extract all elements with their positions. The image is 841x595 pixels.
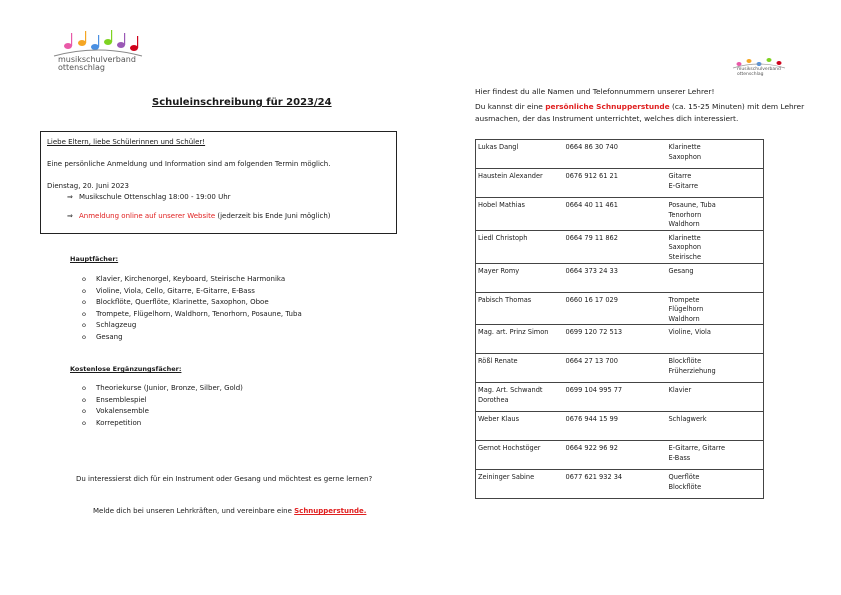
logo-small-line2: ottenschlag <box>737 72 764 77</box>
online-registration-note: (jederzeit bis Ende Juni möglich) <box>215 212 331 220</box>
free-subjects-list <box>82 383 243 429</box>
teacher-phone: 0664 79 11 862 <box>564 230 667 263</box>
teacher-phone: 0664 86 30 740 <box>564 140 667 169</box>
info-box <box>40 131 397 234</box>
event-location: Musikschule Ottenschlag 18:00 - 19:00 Uhr <box>79 193 231 201</box>
list-item: o Violine, Viola, Cello, Gitarre, E-Gitarre, E-Bass <box>82 286 302 298</box>
teacher-name: Mag. art. Prinz Simon <box>476 325 564 354</box>
table-row <box>476 441 764 470</box>
table-row <box>476 354 764 383</box>
table-row <box>476 198 764 231</box>
arrow-icon: ⇒ <box>67 193 73 201</box>
teacher-instruments: Posaune, Tuba Tenorhorn Waldhorn <box>667 198 764 231</box>
right-intro-line3: ausmachen, der das Instrument unterrichtet, welches dich interessiert. <box>475 114 739 123</box>
list-item: o Schlagzeug <box>82 320 302 332</box>
logo-line2: ottenschlag <box>58 63 105 72</box>
arrow-icon: ⇒ <box>67 212 73 220</box>
teacher-name: Haustein Alexander <box>476 169 564 198</box>
cta-highlight: Schnupperstunde. <box>294 507 367 515</box>
teacher-name: Weber Klaus <box>476 412 564 441</box>
teacher-phone: 0664 27 13 700 <box>564 354 667 383</box>
list-item: o Blockflöte, Querflöte, Klarinette, Saxophon, Oboe <box>82 297 302 309</box>
cta-text <box>93 507 366 515</box>
table-row <box>476 325 764 354</box>
teacher-instruments: E-Gitarre, Gitarre E-Bass <box>667 441 764 470</box>
main-subjects-heading: Hauptfächer: <box>70 255 119 263</box>
table-row <box>476 230 764 263</box>
cta-body: Melde dich bei unseren Lehrkräften, und vereinbare eine <box>93 507 295 515</box>
teacher-instruments: Gesang <box>667 263 764 292</box>
list-item: o Ensemblespiel <box>82 395 243 407</box>
table-row <box>476 383 764 412</box>
free-subjects-heading: Kostenlose Ergänzungsfächer: <box>70 365 182 373</box>
list-item: o Trompete, Flügelhorn, Waldhorn, Tenorhorn, Posaune, Tuba <box>82 309 302 321</box>
teacher-phone: 0676 912 61 21 <box>564 169 667 198</box>
table-row <box>476 470 764 499</box>
teacher-name: Liedl Christoph <box>476 230 564 263</box>
teacher-name: Gernot Hochstöger <box>476 441 564 470</box>
teacher-name: Lukas Dangl <box>476 140 564 169</box>
teacher-phone: 0699 120 72 513 <box>564 325 667 354</box>
teacher-instruments: Gitarre E-Gitarre <box>667 169 764 198</box>
teacher-instruments: Violine, Viola <box>667 325 764 354</box>
teacher-instruments: Blockflöte Früherziehung <box>667 354 764 383</box>
logo-small <box>725 52 793 82</box>
online-registration-link[interactable]: Anmeldung online auf unserer Website <box>79 212 216 220</box>
table-row <box>476 412 764 441</box>
right-intro-line2-post: (ca. 15-25 Minuten) mit dem Lehrer <box>669 102 805 111</box>
table-row <box>476 140 764 169</box>
logo-small-text <box>737 67 781 77</box>
list-item: o Klavier, Kirchenorgel, Keyboard, Steirische Harmonika <box>82 274 302 286</box>
logo-text <box>58 56 136 72</box>
teacher-instruments: Trompete Flügelhorn Waldhorn <box>667 292 764 325</box>
teacher-phone: 0660 16 17 029 <box>564 292 667 325</box>
table-row <box>476 263 764 292</box>
greeting: Liebe Eltern, liebe Schülerinnen und Schüler! <box>47 138 206 146</box>
teacher-name: Rößl Renate <box>476 354 564 383</box>
teacher-instruments: Klarinette Saxophon Steirische <box>667 230 764 263</box>
logo-line1: musikschulverband <box>58 55 136 64</box>
list-item: o Korrepetition <box>82 418 243 430</box>
teacher-name: Mag. Art. Schwandt Dorothea <box>476 383 564 412</box>
teacher-name: Zeininger Sabine <box>476 470 564 499</box>
event-date: Dienstag, 20. Juni 2023 <box>47 182 129 190</box>
page-title: Schuleinschreibung für 2023/24 <box>152 97 332 108</box>
teacher-name: Pabisch Thomas <box>476 292 564 325</box>
right-intro-line1: Hier findest du alle Namen und Telefonnummern unserer Lehrer! <box>475 87 715 96</box>
online-registration <box>79 212 331 220</box>
list-item: o Theoriekurse (Junior, Bronze, Silber, Gold) <box>82 383 243 395</box>
teacher-phone: 0664 373 24 33 <box>564 263 667 292</box>
logo-musikschulverband <box>38 30 158 80</box>
teacher-instruments: Schlagwerk <box>667 412 764 441</box>
right-intro-line2-pre: Du kannst dir eine <box>475 102 546 111</box>
intro-text: Eine persönliche Anmeldung und Information sind am folgenden Termin möglich. <box>47 160 331 168</box>
list-item: o Gesang <box>82 332 302 344</box>
table-row <box>476 169 764 198</box>
teacher-phone: 0664 922 96 92 <box>564 441 667 470</box>
list-item: o Vokalensemble <box>82 406 243 418</box>
teacher-name: Mayer Romy <box>476 263 564 292</box>
table-row <box>476 292 764 325</box>
teacher-phone: 0676 944 15 99 <box>564 412 667 441</box>
teacher-instruments: Klarinette Saxophon <box>667 140 764 169</box>
question-text: Du interessierst dich für ein Instrument oder Gesang und möchtest es gerne lernen? <box>76 475 373 483</box>
teacher-phone: 0664 40 11 461 <box>564 198 667 231</box>
main-subjects-list <box>82 274 302 344</box>
teacher-instruments: Klavier <box>667 383 764 412</box>
teacher-phone: 0677 621 932 34 <box>564 470 667 499</box>
right-intro-line2 <box>475 101 804 113</box>
teacher-instruments: Querflöte Blockflöte <box>667 470 764 499</box>
teacher-phone: 0699 104 995 77 <box>564 383 667 412</box>
teacher-name: Hobel Mathias <box>476 198 564 231</box>
logo-small-line1: musikschulverband <box>737 67 781 72</box>
right-intro-highlight: persönliche Schnupperstunde <box>545 102 670 111</box>
teacher-table <box>475 139 764 499</box>
